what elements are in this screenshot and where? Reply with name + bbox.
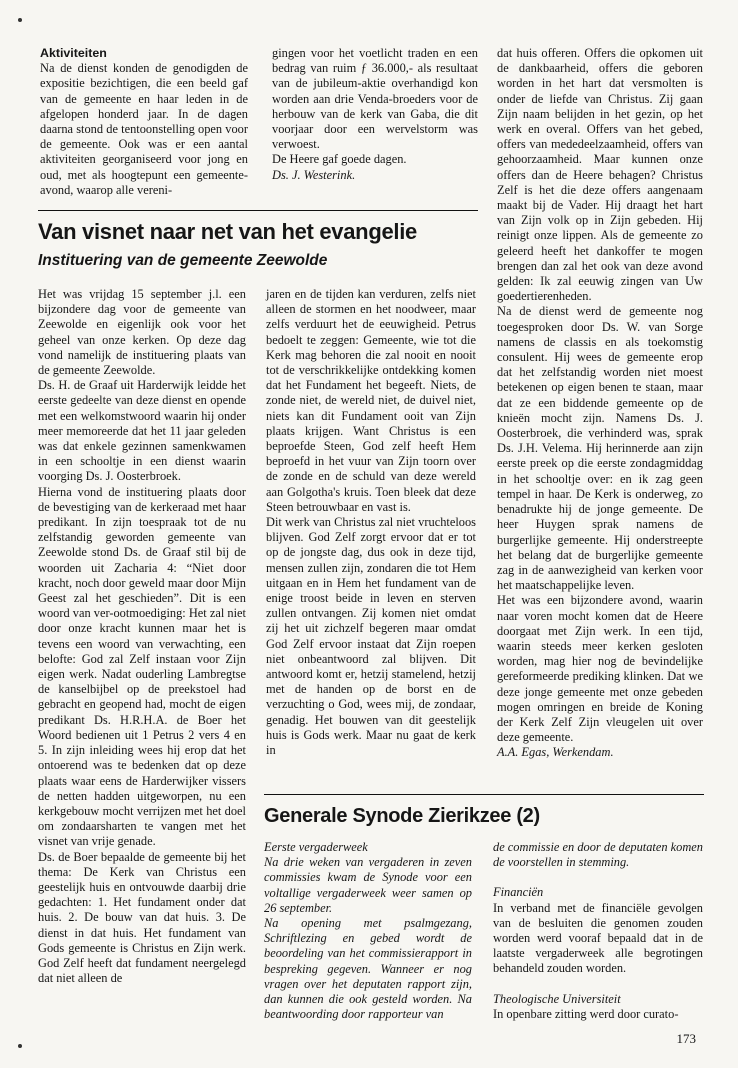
article-column-1 (38, 287, 246, 986)
scan-speck (18, 1044, 22, 1048)
paragraph: jaren en de tijden kan verduren, zelfs niet alleen de stormen en het noodweer, maar zelfs verduurt het de eeuwigheid. Petrus bedoelt te zeggen: Gemeente, wie tot die Kerk mag behoren die zal nooit en nooit tot de verschrikkelijke ontdekking komen dat het Fundament het begeeft. Niets, de zonde niet, de wereld niet, de duivel niet, niets kan dit Fundament ooit van Zijn plaats krijgen. Want Christus is een beproefde Steen, God zelf heeft Hem beproefd in het vuur van Zijn toorn over de zonde en de schuld van deze wereld aan Golgotha's kruis. Toen bleek dat deze Steen betrouwbaar en vast is. (266, 287, 476, 514)
paragraph: dat huis offeren. Offers die opkomen uit de dankbaarheid, offers die geboren worden in het hart dat versmolten is onder de liefde van Christus. Zij gaan Zijn naam belijden in het gezin, op het werk en overal. Offers van het gebed, offers van mededeelzaamheid, offers van gehoorzaamheid. Maar kunnen onze offers dan de Heere behagen? Christus Zelf is het die deze offers aangenaam maakt bij de Vader. Hij draagt het hart van Zijn volk op in Zijn gebeden. Hij reinigt onze lippen. Als de gemeente zo geleerd heeft het dankoffer te mogen brengen dan zal het ook van deze avond gelden: Ik zal eeuwig zingen van Uw goedertierenheden. (497, 46, 703, 304)
subheading-eerste-vergaderweek: Eerste vergaderweek (264, 840, 368, 854)
section-heading-aktiviteiten: Aktiviteiten (40, 46, 107, 60)
paragraph: Na opening met psalmgezang, Schriftlezing en gebed wordt de beoordeling van het commissierapport in bespreking gegeven. Wanneer er nog vragen over het deputaten rapport zijn, dan kunnen die ook gesteld worden. Na beantwoording door rapporteur van (264, 916, 472, 1022)
page-number: 173 (676, 1031, 696, 1046)
article-column-2 (266, 287, 476, 758)
paragraph: Na de dienst werd de gemeente nog toegesproken door Ds. W. van Sorge namens de classis en als toekomstig consulent. Hij wees de gemeente erop dat het zelfstandig worden niet moest betekenen op eigen benen te staan, maar dat ze een biddende gemeente op de knieën mocht zijn. Namens Ds. J. Oosterbroek, die verhinderd was, sprak Ds. J.H. Velema. Hij herinnerde aan zijn eerste preek op die eerste zondagmiddag in het schooltje over: en ik zag geen tempel in haar. De Kerk is onderweg, zo benadrukte hij de jonge gemeente. De heer Huygen sprak namens de burgerlijke gemeente. Hij onderstreepte het belang dat de burgerlijke gemeente zag in de aanwezigheid van kerken voor het maatschappelijke leven. (497, 304, 703, 593)
article-column-3 (497, 46, 703, 761)
top-column-1 (40, 46, 248, 198)
divider (264, 794, 704, 795)
paragraph: Na de dienst konden de genodigden de expositie bezichtigen, die een beeld gaf van de gemeente en haar leden in de afgelopen honderd jaar. In de dagen daarna stond de tentoonstelling open voor de gemeente. Ook was er een aantal aktiviteiten georganiseerd voor jong en oud, met als hoogtepunt een gemeente-avond, waarop alle vereni- (40, 61, 248, 197)
paragraph: Dit werk van Christus zal niet vruchteloos blijven. God Zelf zorgt ervoor dat er tot op de jongste dag, dus ook in deze tijd, mensen zullen zijn, zondaren die tot Hem uitgaan en in Hem het fundament van de enige troost beide in leven en sterven zullen ontvangen. Zij komen niet omdat zij het uit zichzelf begeren maar omdat God Zelf ervoor instaat dat Zijn roepen niet onbeantwoord zal blijven. Dit antwoord komt er, hetzij stamelend, hetzij met de handen op de borst en de verzuchting o God, wees mij, de zondaar, genadig. Het bouwen van dit geestelijk huis is Gods werk. Maar nu gaat de kerk in (266, 515, 476, 758)
paragraph: Het was een bijzondere avond, waarin naar voren mocht komen dat de Heere doorgaat met Zijn werk. In een tijd, waarin steeds meer kerken gesloten worden, mag hier nog de bevindelijke gereformeerde prediking klinken. Dat we deze jonge gemeente met onze gebeden mogen omringen en breide de Koning der Kerk Zelf Zijn vleugelen uit over deze gemeente. (497, 593, 703, 745)
paragraph: De Heere gaf goede dagen. (272, 152, 407, 167)
article-title: Generale Synode Zierikzee (2) (264, 805, 540, 827)
paragraph: Hierna vond de instituering plaats door de bevestiging van de kerkeraad met haar predikant. In zijn toespraak tot de nu zelfstandig geworden gemeente van Zeewolde stond Ds. de Graaf stil bij de woorden uit Zacharia 4: “Niet door kracht, noch door geweld maar door Mijn Geest zal het geschieden”. Dit is een woord van ver-ootmoediging: Het zal niet door onze kracht kunnen maar het is tevens een woord van verwachting, een belofte: God zal Zelf instaan voor Zijn eigen werk. Nadat ouderling Lambregtse de kanselbijbel op de preekstoel had gebracht en geopend had, mocht de eigen predikant Ds. H.R.H.A. de Boer het Woord bedienen uit 1 Petrus 2 vers 4 en 5. In zijn inleiding wees hij erop dat het ontoerend was te bedenken dat op deze plaats waar eens de Harderwijker vissers de netten hadden uitgeworpen, nu een kerkgebouw mocht verrijzen met het doel om zondaarsharten te vangen met het visnet van vrije genade. (38, 484, 246, 849)
divider (38, 210, 478, 211)
paragraph: gingen voor het voetlicht traden en een bedrag van ruim ƒ 36.000,- als resultaat van de jubileum-aktie overhandigd kon worden aan drie Venda-broeders voor de herbouw van de kerk van Gaba, die dit voorjaar door een wervelstorm was verwoest. (272, 46, 478, 152)
paragraph: In verband met de financiële gevolgen van de besluiten die genomen zouden worden werd vooraf bepaald dat in de laatste vergaderweek alle begrotingen behandeld zouden worden. (493, 900, 703, 976)
synod-column-2 (493, 840, 703, 1022)
article-subtitle: Instituering van de gemeente Zeewolde (38, 252, 328, 269)
scan-speck (18, 18, 22, 22)
top-column-2 (272, 46, 478, 183)
article-title: Van visnet naar net van het evangelie (38, 219, 417, 244)
paragraph: In openbare zitting werd door curato- (493, 1006, 679, 1021)
paragraph: Het was vrijdag 15 september j.l. een bijzondere dag voor de gemeente van Zeewolde en eigenlijk ook voor het geheel van onze kerken. Op deze dag vond namelijk de instituering plaats van de gemeente Zeewolde. (38, 287, 246, 378)
synod-column-1 (264, 840, 472, 1022)
paragraph: de commissie en door de deputaten komen de voorstellen in stemming. (493, 840, 703, 870)
paragraph: Na drie weken van vergaderen in zeven commissies kwam de Synode voor een voltallige vergaderweek weer samen op 26 september. (264, 855, 472, 915)
subheading-theologische-universiteit: Theologische Universiteit (493, 991, 621, 1006)
paragraph: Ds. H. de Graaf uit Harderwijk leidde het eerste gedeelte van deze dienst en opende met een welkomstwoord waarin hij onder meer memoreerde dat het 11 jaar geleden was dat enkele gezinnen samenkwamen in een schooltje in een dienst waarin voorging Ds. J. Oosterbroek. (38, 378, 246, 484)
subheading-financien: Financiën (493, 885, 544, 900)
paragraph: Ds. de Boer bepaalde de gemeente bij het thema: De Kerk van Christus een geestelijk huis en ontvouwde daarbij drie gedachten: 1. Het fundament onder dat huis. 2. De bouw van dat huis. 3. De dienst in dat huis. Het fundament van Gods gemeente is Christus en Zijn werk. God Zelf heeft dat fundament neergelegd dat niet alleen de (38, 849, 246, 986)
signature: A.A. Egas, Werkendam. (497, 745, 614, 760)
signature: Ds. J. Westerink. (272, 167, 356, 182)
